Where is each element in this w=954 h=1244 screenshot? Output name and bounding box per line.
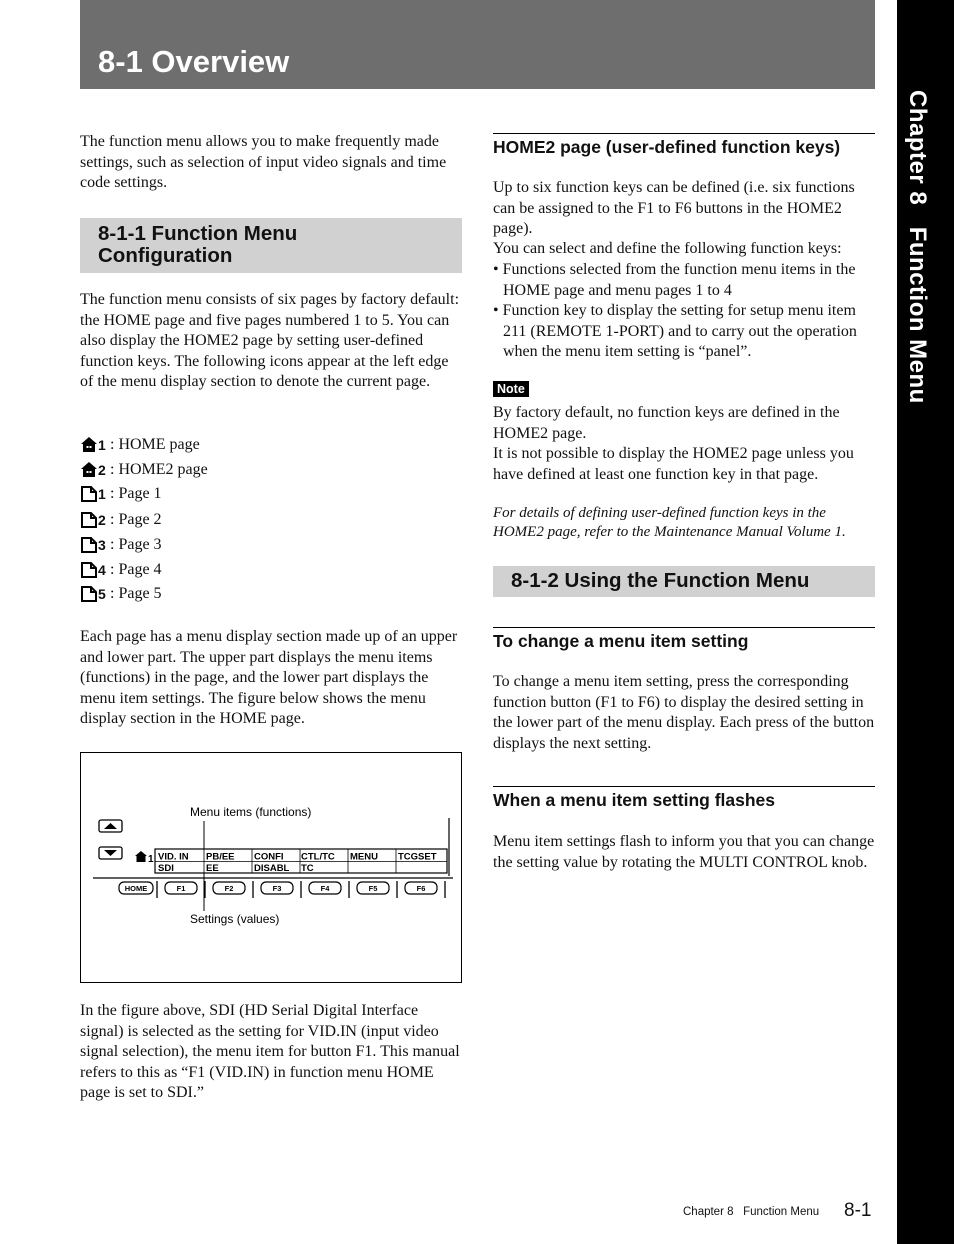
svg-text:F3: F3 [272, 884, 282, 893]
reference-note: For details of defining user-defined function keys in the HOME2 page, refer to the Maintenance Manual Volume 1. [493, 505, 846, 540]
home-icon [80, 460, 110, 480]
svg-text:F6: F6 [416, 884, 426, 893]
menu-item-label: VID. IN [158, 851, 189, 863]
page-label: : Page 3 [110, 536, 162, 553]
menu-item-label: PB/EE [206, 851, 235, 863]
chapter-side-tab [897, 0, 954, 1244]
page-icon [80, 510, 110, 530]
section-heading-box-2 [493, 566, 875, 597]
svg-text:HOME: HOME [124, 884, 148, 893]
page-number: 3 [98, 537, 106, 553]
f2-button-icon [213, 882, 245, 894]
page-label: : Page 2 [110, 511, 162, 528]
menu-item-label: TCGSET [398, 851, 437, 863]
page-icon [80, 584, 110, 604]
list-item: • Functions selected from the function menu items in the HOME page and menu pages 1 to 4 [493, 261, 856, 299]
note-paragraph-1: By factory default, no function keys are defined in the HOME2 page. [493, 404, 840, 442]
change-setting-heading: To change a menu item setting [493, 627, 875, 652]
note-paragraph-2: It is not possible to display the HOME2 page unless you have defined at least one function key in that page. [493, 445, 854, 483]
svg-text:F5: F5 [368, 884, 378, 893]
page-label: : Page 5 [110, 585, 162, 602]
list-item [80, 558, 162, 582]
figure-label-settings: Settings (values) [190, 912, 280, 926]
list-item [80, 582, 162, 606]
menu-display-figure [80, 752, 462, 983]
list-item [80, 482, 162, 506]
page-number: 4 [98, 562, 106, 578]
home-icon [80, 435, 110, 455]
list-item: • Function key to display the setting for setup menu item 211 (REMOTE 1-PORT) and to carry out the operation when the menu item setting is “panel”. [493, 302, 857, 360]
home2-paragraph-1: Up to six function keys can be defined (i.e. six functions can be assigned to the F1 to F6 buttons in the HOME2 page). [493, 179, 855, 237]
f6-button-icon [405, 882, 437, 894]
figure-label-menu-items: Menu items (functions) [190, 805, 312, 819]
menu-setting-value: TC [301, 863, 314, 874]
menu-setting-value: DISABL [254, 863, 290, 874]
menu-display-paragraph: Each page has a menu display section made up of an upper and lower part. The upper part displays the menu items (functions) in the page, and the lower part displays the menu item settings. The figure below shows the menu display section in the HOME page. [80, 628, 458, 727]
change-setting-paragraph: To change a menu item setting, press the corresponding function button (F1 to F6) to display the desired setting in the lower part of the menu display. Each press of the button displays the next setting. [493, 673, 875, 752]
menu-setting-value: SDI [158, 863, 174, 874]
page-number: 8-1 [844, 1200, 872, 1221]
home-icon [135, 851, 147, 862]
page-number: 1 [98, 437, 106, 453]
section-heading-2: 8-1-2 Using the Function Menu [511, 569, 810, 592]
svg-text:F2: F2 [224, 884, 234, 893]
f1-button-icon [165, 882, 197, 894]
section-heading-1-line1: 8-1-1 Function Menu [98, 222, 298, 245]
note-badge: Note [493, 381, 529, 397]
footer-chapter-label: Chapter 8 Function Menu [683, 1206, 820, 1218]
menu-item-label: CTL/TC [301, 851, 335, 863]
figure-explanation-paragraph: In the figure above, SDI (HD Serial Digital Interface signal) is selected as the setting for VID.IN (input video signal selection), the menu item for button F1. This manual refers to this as “F1 (VID.IN) in function menu HOME page is set to SDI.” [80, 1002, 460, 1101]
chapter-side-tab-label: Chapter 8 Function Menu [904, 90, 931, 404]
down-arrow-button-icon [99, 847, 122, 859]
page-icon [80, 560, 110, 580]
home2-paragraph-2: You can select and define the following function keys: [493, 240, 842, 257]
f5-button-icon [357, 882, 389, 894]
config-paragraph: The function menu consists of six pages by factory default: the HOME page and five pages numbered 1 to 5. You can also display the HOME2 page by setting user-defined function keys. The following icons appear at the left edge of the menu display section to denote the current page. [80, 291, 460, 390]
title-bar [80, 0, 875, 89]
up-arrow-button-icon [99, 820, 122, 832]
page-number: 2 [98, 462, 106, 478]
page-label: : HOME2 page [110, 461, 208, 478]
home-button-icon [119, 882, 153, 894]
f3-button-icon [261, 882, 293, 894]
svg-text:F4: F4 [320, 884, 330, 893]
page-title: 8-1 Overview [98, 44, 290, 79]
flashing-setting-heading: When a menu item setting flashes [493, 786, 875, 811]
page-icon [80, 535, 110, 555]
list-item [80, 508, 162, 532]
page-number: 2 [98, 512, 106, 528]
page-label: : HOME page [110, 436, 200, 453]
f4-button-icon [309, 882, 341, 894]
home2-heading: HOME2 page (user-defined function keys) [493, 133, 875, 158]
list-item [80, 458, 208, 482]
page-number: 1 [98, 486, 106, 502]
page-number: 5 [98, 586, 106, 602]
section-heading-1-line2: Configuration [98, 244, 233, 267]
menu-item-label: MENU [350, 851, 378, 863]
menu-item-label: CONFI [254, 851, 284, 863]
menu-display-diagram [81, 753, 461, 982]
figure-page-number: 1 [148, 854, 154, 865]
section-heading-box-1 [80, 218, 462, 273]
page-label: : Page 1 [110, 485, 162, 502]
list-item [80, 533, 162, 557]
svg-text:F1: F1 [176, 884, 186, 893]
intro-paragraph: The function menu allows you to make frequently made settings, such as selection of input video signals and time code settings. [80, 133, 447, 191]
list-item [80, 433, 200, 457]
page-label: : Page 4 [110, 561, 162, 578]
section-heading-1 [98, 223, 297, 267]
menu-setting-value: EE [206, 863, 219, 874]
home2-bullet-list [493, 260, 865, 363]
page-icon [80, 484, 110, 504]
flashing-setting-paragraph: Menu item settings flash to inform you that you can change the setting value by rotating the MULTI CONTROL knob. [493, 833, 875, 871]
